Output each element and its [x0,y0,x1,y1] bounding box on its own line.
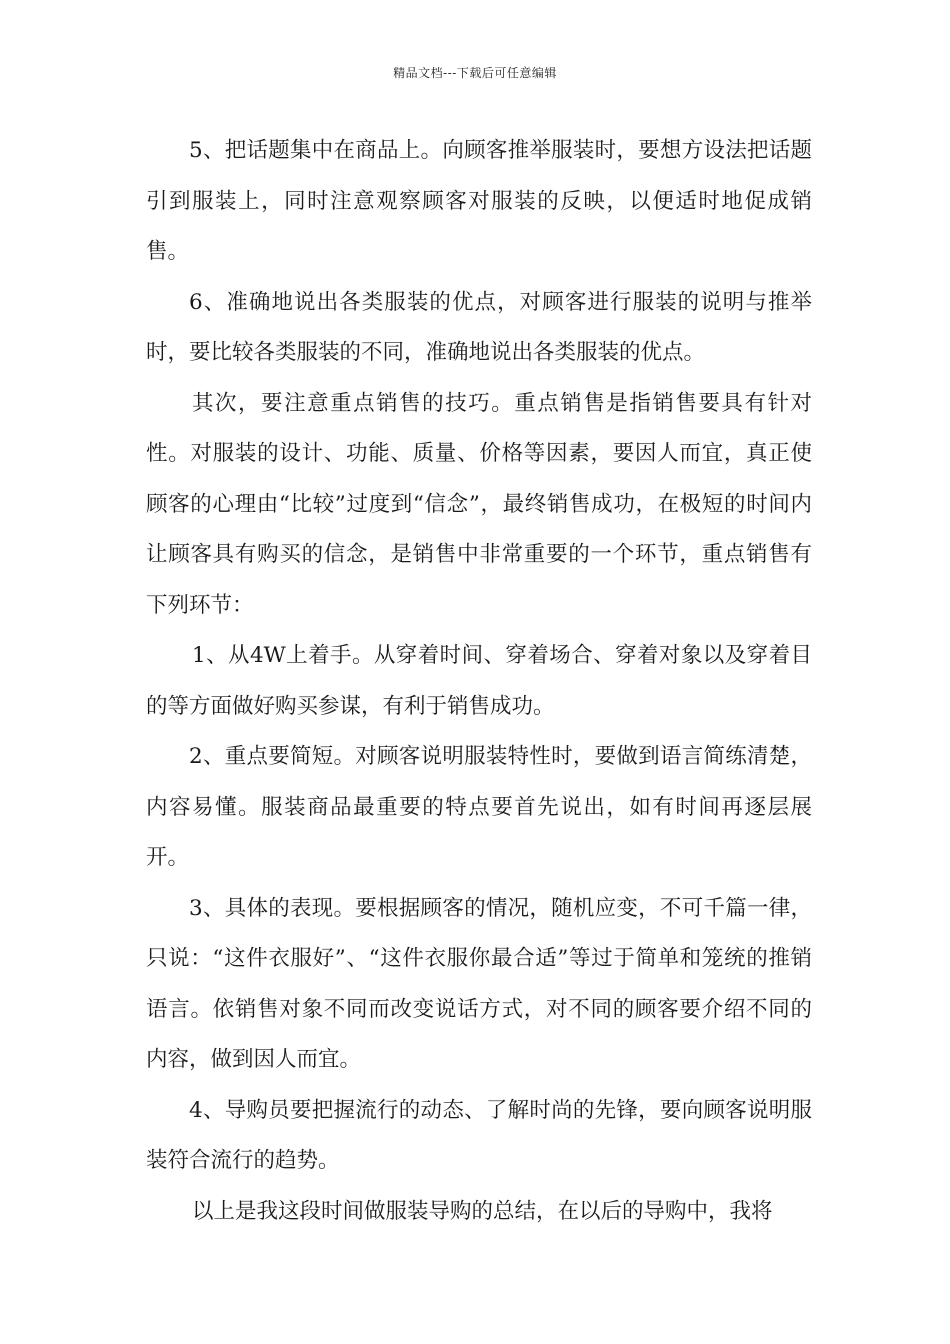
paragraph-tip-5: 5、把话题集中在商品上。向顾客推举服装时，要想方设法把话题引到服装上，同时注意观察顾客对服装的反映，以便适时地促成销售。 [146,138,812,264]
paragraph-key-selling-intro: 其次，要注意重点销售的技巧。重点销售是指销售要具有针对性。对服装的设计、功能、质量、价格等因素，要因人而宜，真正使顾客的心理由“比较”过度到“信念”，最终销售成功，在极短的时间内让顾客具有购买的信念，是销售中非常重要的一个环节，重点销售有下列环节： [146,390,813,618]
page-header: 精品文档---下载后可任意编辑 [393,66,557,80]
paragraph-key-step-2: 2、重点要简短。对顾客说明服装特性时，要做到语言简练清楚，内容易懂。服装商品最重要的特点要首先说出，如有时间再逐层展开。 [146,744,812,870]
paragraph-key-step-3: 3、具体的表现。要根据顾客的情况，随机应变，不可千篇一律，只说：“这件衣服好”、“这件衣服你最合适”等过于简单和笼统的推销语言。依销售对象不同而改变说话方式，对不同的顾客要介绍不同的内容，做到因人而宜。 [146,895,812,1072]
paragraph-tip-6: 6、准确地说出各类服装的优点，对顾客进行服装的说明与推举时，要比较各类服装的不同，准确地说出各类服装的优点。 [146,289,812,365]
paragraph-key-step-1: 1、从4W上着手。从穿着时间、穿着场合、穿着对象以及穿着目的等方面做好购买参谋，有利于销售成功。 [146,643,812,719]
paragraph-summary: 以上是我这段时间做服装导购的总结，在以后的导购中，我将 [192,1198,773,1224]
paragraph-key-step-4: 4、导购员要把握流行的动态、了解时尚的先锋，要向顾客说明服装符合流行的趋势。 [146,1097,812,1173]
document-body [146,126,812,1237]
